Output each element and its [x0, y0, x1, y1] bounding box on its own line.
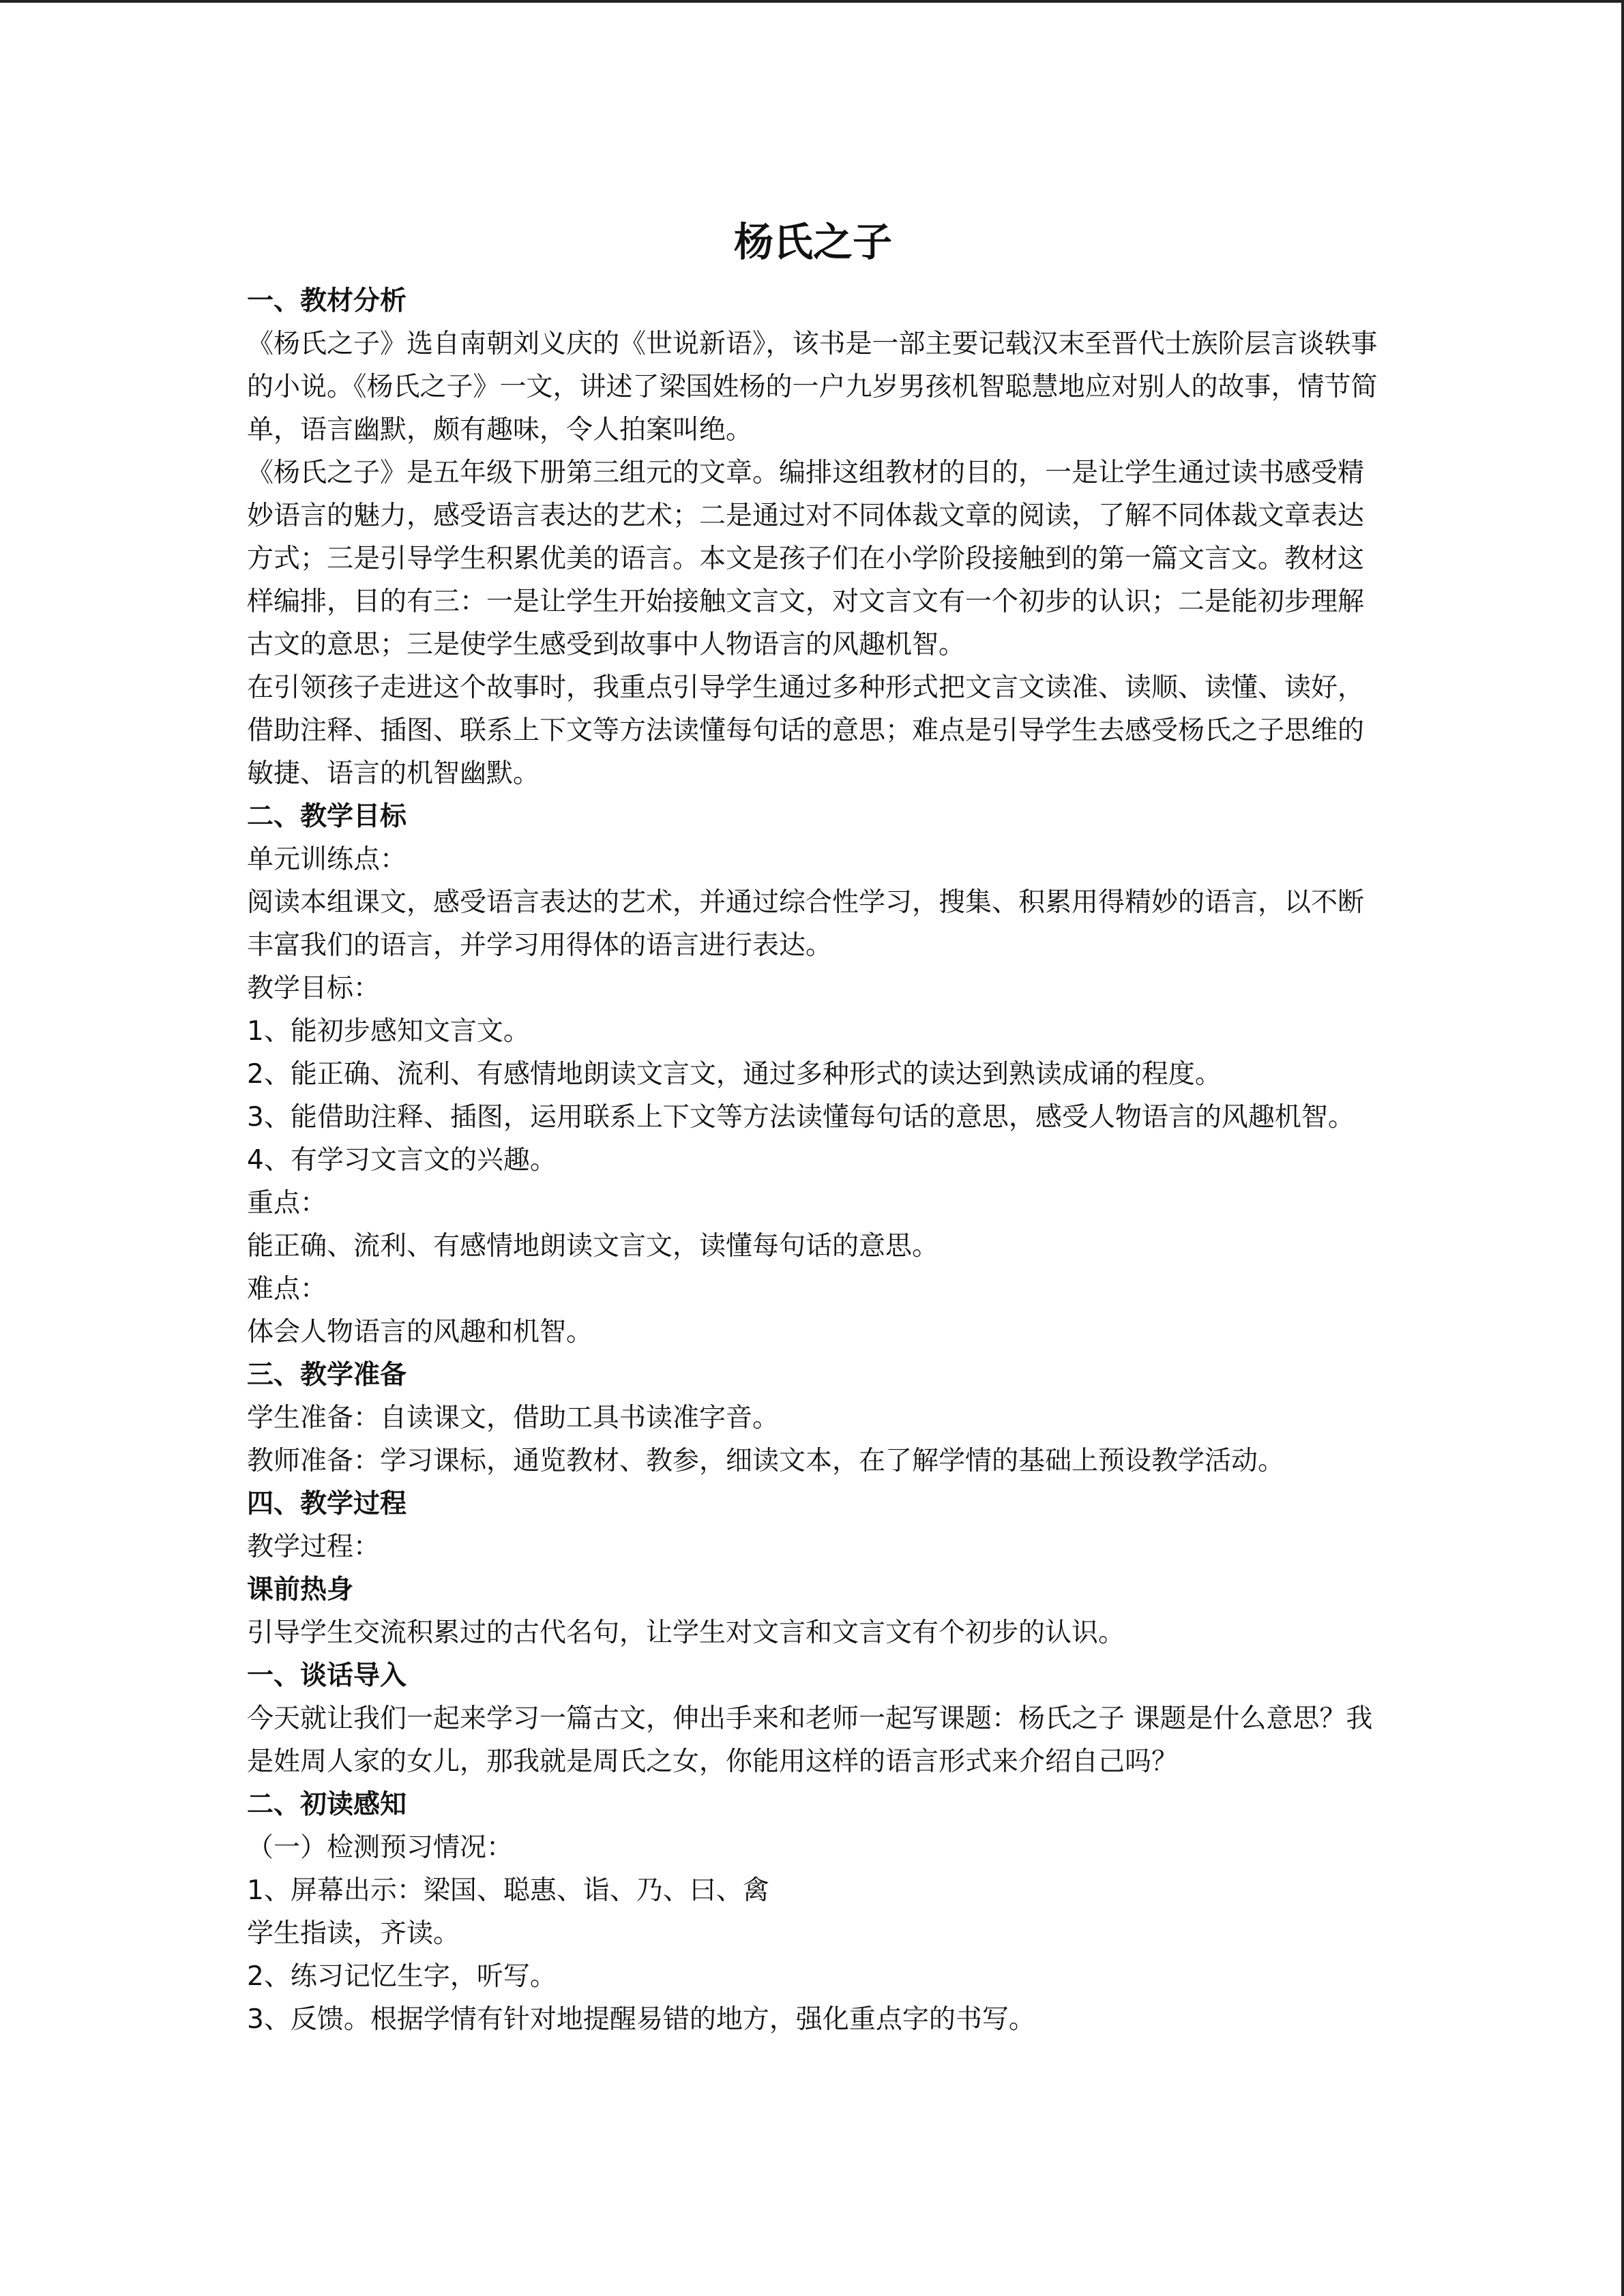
subheading-intro: 一、谈话导入 — [247, 1660, 407, 1691]
label: 单元训练点： — [247, 844, 407, 875]
paragraph: 能正确、流利、有感情地朗读文言文，读懂每句话的意思。 — [247, 1231, 939, 1262]
list-item: 2、练习记忆生字，听写。 — [247, 1961, 557, 1992]
label: 难点： — [247, 1274, 327, 1304]
list-item: 3、能借助注释、插图，运用联系上下文等方法读懂每句话的意思，感受人物语言的风趣机智。 — [247, 1102, 1355, 1133]
paragraph: 阅读本组课文，感受语言表达的艺术，并通过综合性学习，搜集、积累用得精妙的语言，以不断丰富我们的语言，并学习用得体的语言进行表达。 — [247, 887, 1365, 961]
subheading-warmup: 课前热身 — [247, 1575, 354, 1605]
page-border-right — [1621, 0, 1624, 2296]
section-heading-preparation: 三、教学准备 — [247, 1360, 407, 1390]
list-item: 4、有学习文言文的兴趣。 — [247, 1145, 557, 1176]
paragraph: 在引领孩子走进这个故事时，我重点引导学生通过多种形式把文言文读准、读顺、读懂、读好，借助注释、插图、联系上下文等方法读懂每句话的意思；难点是引导学生去感受杨氏之子思维的敏捷、语言的机智幽默。 — [247, 672, 1365, 789]
subheading-first-reading: 二、初读感知 — [247, 1789, 407, 1820]
paragraph: 学生指读，齐读。 — [247, 1918, 460, 1949]
label: 教学过程： — [247, 1532, 381, 1562]
list-item: 3、反馈。根据学情有针对地提醒易错的地方，强化重点字的书写。 — [247, 2004, 1035, 2035]
paragraph: 教师准备：学习课标，通览教材、教参，细读文本，在了解学情的基础上预设教学活动。 — [247, 1446, 1285, 1476]
document-body — [247, 205, 1379, 2041]
label: （一）检测预习情况： — [247, 1832, 514, 1863]
section-heading-process: 四、教学过程 — [247, 1489, 407, 1519]
paragraph: 引导学生交流积累过的古代名句，让学生对文言和文言文有个初步的认识。 — [247, 1617, 1125, 1648]
paragraph: 《杨氏之子》选自南朝刘义庆的《世说新语》，该书是一部主要记载汉末至晋代士族阶层言谈轶事的小说。《杨氏之子》一文，讲述了梁国姓杨的一户九岁男孩机智聪慧地应对别人的故事，情节简单，语言幽默，颇有趣味，令人拍案叫绝。 — [247, 329, 1378, 445]
section-heading-goals: 二、教学目标 — [247, 801, 407, 832]
paragraph: 学生准备：自读课文，借助工具书读准字音。 — [247, 1403, 780, 1433]
label: 重点： — [247, 1188, 327, 1219]
document-title: 杨氏之子 — [733, 219, 892, 265]
list-item: 1、屏幕出示：梁国、聪惠、诣、乃、曰、禽 — [247, 1875, 769, 1906]
list-item: 2、能正确、流利、有感情地朗读文言文，通过多种形式的读达到熟读成诵的程度。 — [247, 1059, 1222, 1090]
paragraph: 体会人物语言的风趣和机智。 — [247, 1317, 593, 1347]
paragraph: 《杨氏之子》是五年级下册第三组元的文章。编排这组教材的目的，一是让学生通过读书感受精妙语言的魅力，感受语言表达的艺术；二是通过对不同体裁文章的阅读，了解不同体裁文章表达方式；三是引导学生积累优美的语言。本文是孩子们在小学阶段接触到的第一篇文言文。教材这样编排，目的有三：一是让学生开始接触文言文，对文言文有一个初步的认识；二是能初步理解古文的意思；三是使学生感受到故事中人物语言的风趣机智。 — [247, 458, 1365, 660]
paragraph: 今天就让我们一起来学习一篇古文，伸出手来和老师一起写课题：杨氏之子 课题是什么意思？我是姓周人家的女儿，那我就是周氏之女，你能用这样的语言形式来介绍自己吗？ — [247, 1703, 1373, 1777]
label: 教学目标： — [247, 973, 381, 1004]
list-item: 1、能初步感知文言文。 — [247, 1016, 530, 1047]
section-heading-analysis: 一、教材分析 — [247, 286, 407, 316]
page-border-top — [0, 0, 1624, 3]
